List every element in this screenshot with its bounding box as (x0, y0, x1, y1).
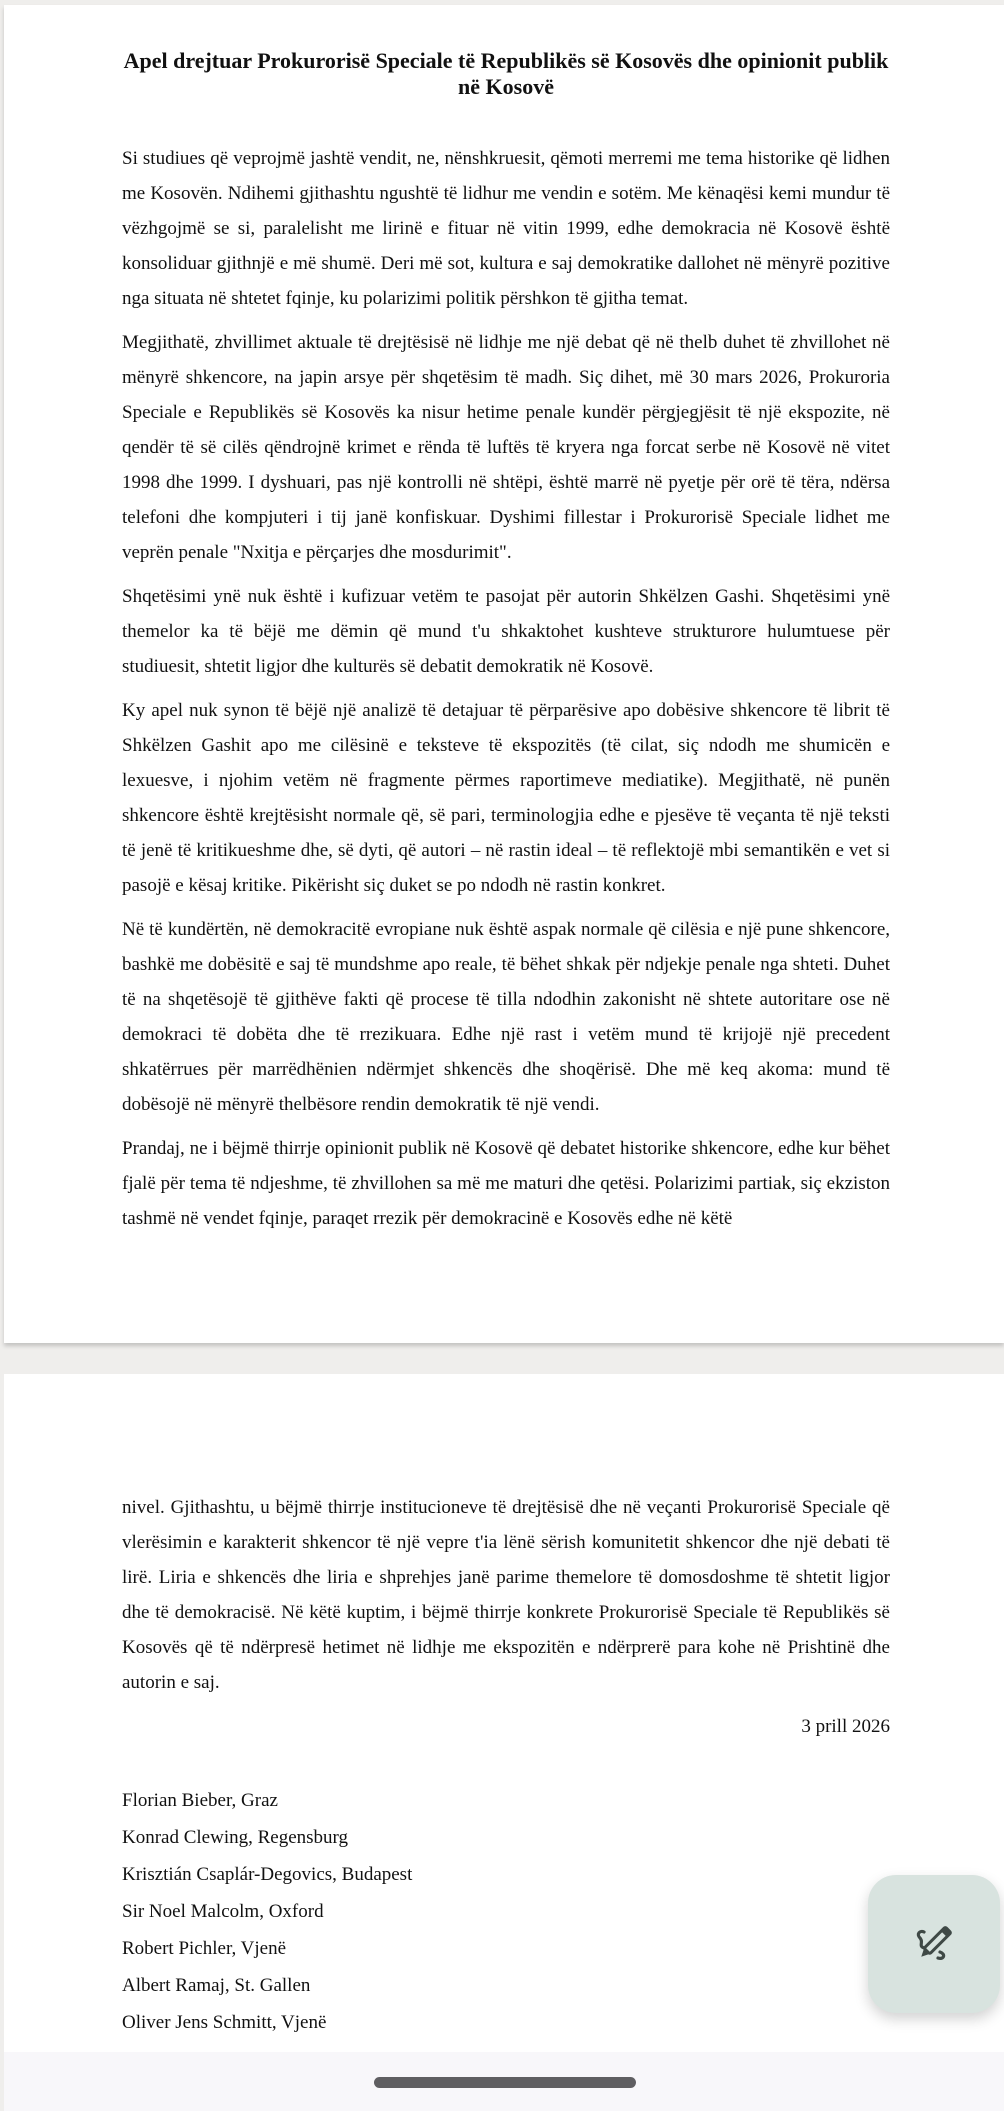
signatory: Krisztián Csaplár-Degovics, Budapest (122, 1864, 413, 1885)
paragraph: nivel. Gjithashtu, u bëjmë thirrje institucioneve të drejtësisë dhe në veçanti Prokurorisë Speciale që vlerësimin e karakterit shkencor të një vepre t'ia lënë sërish komunitetit shkencor dhe një debati të lirë. Liria e shkencës dhe liria e shprehjes janë parime themelore të domosdoshme të shtetit ligjor dhe të demokracisë. Në këtë kuptim, i bëjmë thirrje konkrete Prokurorisë Speciale të Republikës së Kosovës që të ndërpresë hetimet në lidhje me ekspozitën e ndërprerë para kohe në Prishtinë dhe autorin e saj. (122, 1497, 890, 1693)
paragraph: Megjithatë, zhvillimet aktuale të drejtësisë në lidhje me një debat që në thelb duhet të zhvillohet në mënyrë shkencore, na japin arsye për shqetësim të madh. Siç dihet, më 30 mars 2026, Prokuroria Speciale e Republikës së Kosovës ka nisur hetime penale kundër përgjegjësit të një ekspozite, në qendër të së cilës qëndrojnë krimet e rënda të luftës të kryera nga forcat serbe në Kosovë në vitet 1998 dhe 1999. I dyshuari, pas një kontrolli në shtëpi, është marrë në pyetje për orë të tëra, ndërsa telefoni dhe kompjuteri i tij janë konfiskuar. Dyshimi fillestar i Prokurorisë Speciale lidhet me veprën penale "Nxitja e përçarjes dhe mosdurimit". (122, 332, 890, 563)
document-title: Apel drejtuar Prokurorisë Speciale të Republikës së Kosovës dhe opinionit publik në Kosovë (123, 48, 889, 99)
signatory: Florian Bieber, Graz (122, 1790, 278, 1811)
document-date: 3 prill 2026 (801, 1716, 890, 1737)
paragraph: Prandaj, ne i bëjmë thirrje opinionit publik në Kosovë që debatet historike shkencore, edhe kur bëhet fjalë për tema të ndjeshme, të zhvillohen sa më me maturi dhe qetësi. Polarizimi partiak, siç ekziston tashmë në vendet fqinje, paraqet rrezik për demokracinë e Kosovës edhe në këtë (122, 1138, 890, 1229)
signatory: Albert Ramaj, St. Gallen (122, 1975, 311, 1996)
paragraph: Ky apel nuk synon të bëjë një analizë të detajuar të përparësive apo dobësive shkencore të librit të Shkëlzen Gashit apo me cilësinë e teksteve të ekspozitës (të cilat, siç ndodh me shumicën e lexuesve, i njohim vetëm në fragmente përmes raportimeve mediatike). Megjithatë, në punën shkencore është krejtësisht normale që, së pari, terminologjia edhe e pjesëve të veçanta të një teksti të jenë të kritikueshme dhe, së dyti, që autori – në rastin ideal – të reflektojë mbi semantikën e vet si pasojë e kësaj kritike. Pikërisht siç duket se po ndodh në rastin konkret. (122, 700, 890, 896)
draw-annotate-icon (910, 1920, 958, 1968)
paragraph: Në të kundërtën, në demokracitë evropiane nuk është aspak normale që cilësia e një pune shkencore, bashkë me dobësitë e saj të mundshme apo reale, të bëhet shkak për ndjekje penale nga shteti. Duhet të na shqetësojë të gjithëve fakti që procese të tilla ndodhin zakonisht në shtete autoritare ose në demokraci të dobëta dhe të rrezikuara. Edhe një rast i vetëm mund të krijojë një precedent shkatërrues për marrëdhënien ndërmjet shkencës dhe shoqërisë. Dhe më keq akoma: mund të dobësojë në mënyrë thelbësore rendin demokratik të një vendi. (122, 919, 890, 1115)
paragraph: Shqetësimi ynë nuk është i kufizuar vetëm te pasojat për autorin Shkëlzen Gashi. Shqetësimi ynë themelor ka të bëjë me dëmin që mund t'u shkaktohet kushteve strukturore hulumtuese për studiuesit, shtetit ligjor dhe kulturës së debatit demokratik në Kosovë. (122, 586, 890, 677)
document-page-1 (4, 5, 1004, 1343)
signatory-list (122, 1782, 412, 2041)
home-indicator[interactable] (374, 2077, 636, 2088)
paragraph: Si studiues që veprojmë jashtë vendit, ne, nënshkruesit, qëmoti merremi me tema historike që lidhen me Kosovën. Ndihemi gjithashtu ngushtë të lidhur me vendin e sotëm. Me kënaqësi kemi mundur të vëzhgojmë se si, paralelisht me lirinë e fituar në vitin 1999, edhe demokracia në Kosovë është konsoliduar gjithnjë e më shumë. Deri më sot, kultura e saj demokratike dallohet në mënyrë pozitive nga situata në shtetet fqinje, ku polarizimi politik përshkon të gjitha temat. (122, 148, 890, 309)
annotate-button[interactable] (868, 1875, 1000, 2013)
document-page-2 (4, 1374, 1004, 2054)
signatory: Oliver Jens Schmitt, Vjenë (122, 2012, 327, 2033)
signatory: Sir Noel Malcolm, Oxford (122, 1901, 324, 1922)
signatory: Robert Pichler, Vjenë (122, 1938, 287, 1959)
page-1-body (122, 141, 890, 1245)
page-2-body (122, 1490, 890, 1709)
signatory: Konrad Clewing, Regensburg (122, 1827, 349, 1848)
